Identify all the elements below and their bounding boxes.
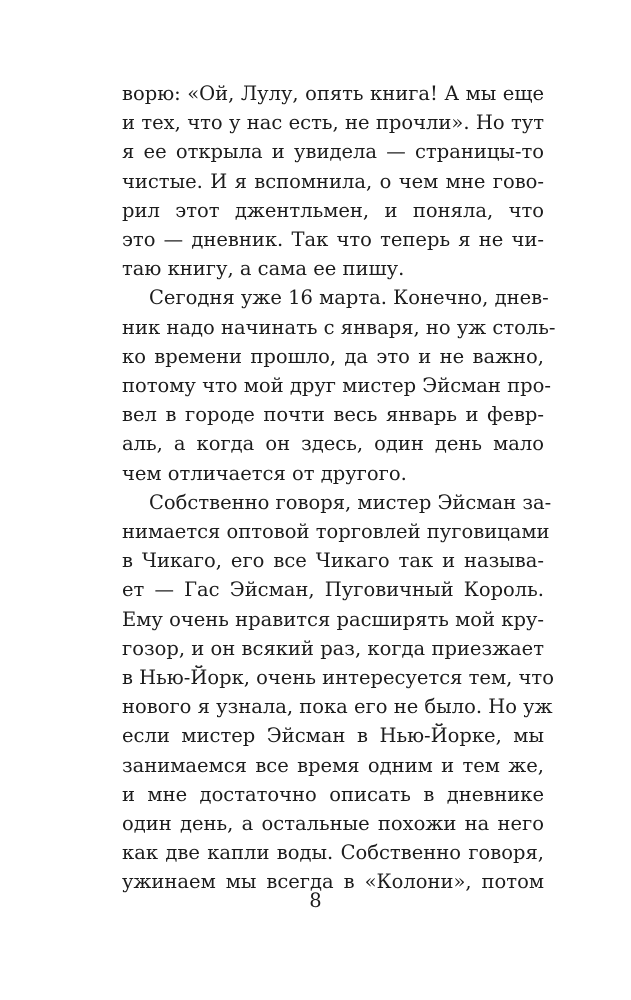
text-line: ник надо начинать с января, но уж столь- [122, 315, 556, 339]
text-line: ворю: «Ой, Лулу, опять книга! А мы еще [122, 82, 544, 105]
text-line: в Нью-Йорк, очень интересуется тем, что [122, 666, 554, 689]
text-line: и тех, что у нас есть, не прочли». Но тут [122, 111, 544, 135]
text-line: один день, а остальные похожи на него [122, 812, 544, 835]
text-line: ужинаем мы всегда в «Колони», потом [122, 870, 544, 894]
text-line: ко времени прошло, да это и не важно, [122, 344, 544, 368]
text-line: вел в городе почти весь январь и февр- [122, 403, 544, 427]
text-line: это — дневник. Так что теперь я не чи- [122, 228, 544, 251]
text-line: как две капли воды. Собственно говоря, [122, 841, 544, 865]
text-line: и мне достаточно описать в дневнике [122, 782, 544, 806]
text-line: аль, а когда он здесь, один день мало [122, 432, 544, 456]
text-line: нового я узнала, пока его не было. Но уж [122, 695, 553, 719]
paragraph-first-line: Сегодня уже 16 марта. Конечно, днев- [149, 286, 549, 310]
paragraph-first-line: Собственно говоря, мистер Эйсман за- [149, 490, 552, 514]
text-line: занимаемся все время одним и тем же, [122, 753, 544, 777]
text-line: если мистер Эйсман в Нью-Йорке, мы [122, 724, 544, 748]
text-line: гозор, и он всякий раз, когда приезжает [122, 636, 544, 660]
text-line: нимается оптовой торговлей пуговицами [122, 520, 550, 543]
text-line: я ее открыла и увидела — страницы-то [122, 140, 544, 164]
paragraph-end-line: чем отличается от другого. [122, 461, 407, 485]
paragraph-end-line: таю книгу, а сама ее пишу. [122, 257, 405, 281]
text-line: Ему очень нравится расширять мой кру- [122, 607, 544, 631]
text-line: потому что мой друг мистер Эйсман про- [122, 374, 551, 397]
text-line: чистые. И я вспомнила, о чем мне гово- [122, 169, 544, 193]
text-line: ет — Гас Эйсман, Пуговичный Король. [122, 578, 544, 602]
text-line: в Чикаго, его все Чикаго так и называ- [122, 549, 544, 573]
text-line: рил этот джентльмен, и поняла, что [122, 198, 544, 222]
page-number: 8 [309, 889, 322, 912]
